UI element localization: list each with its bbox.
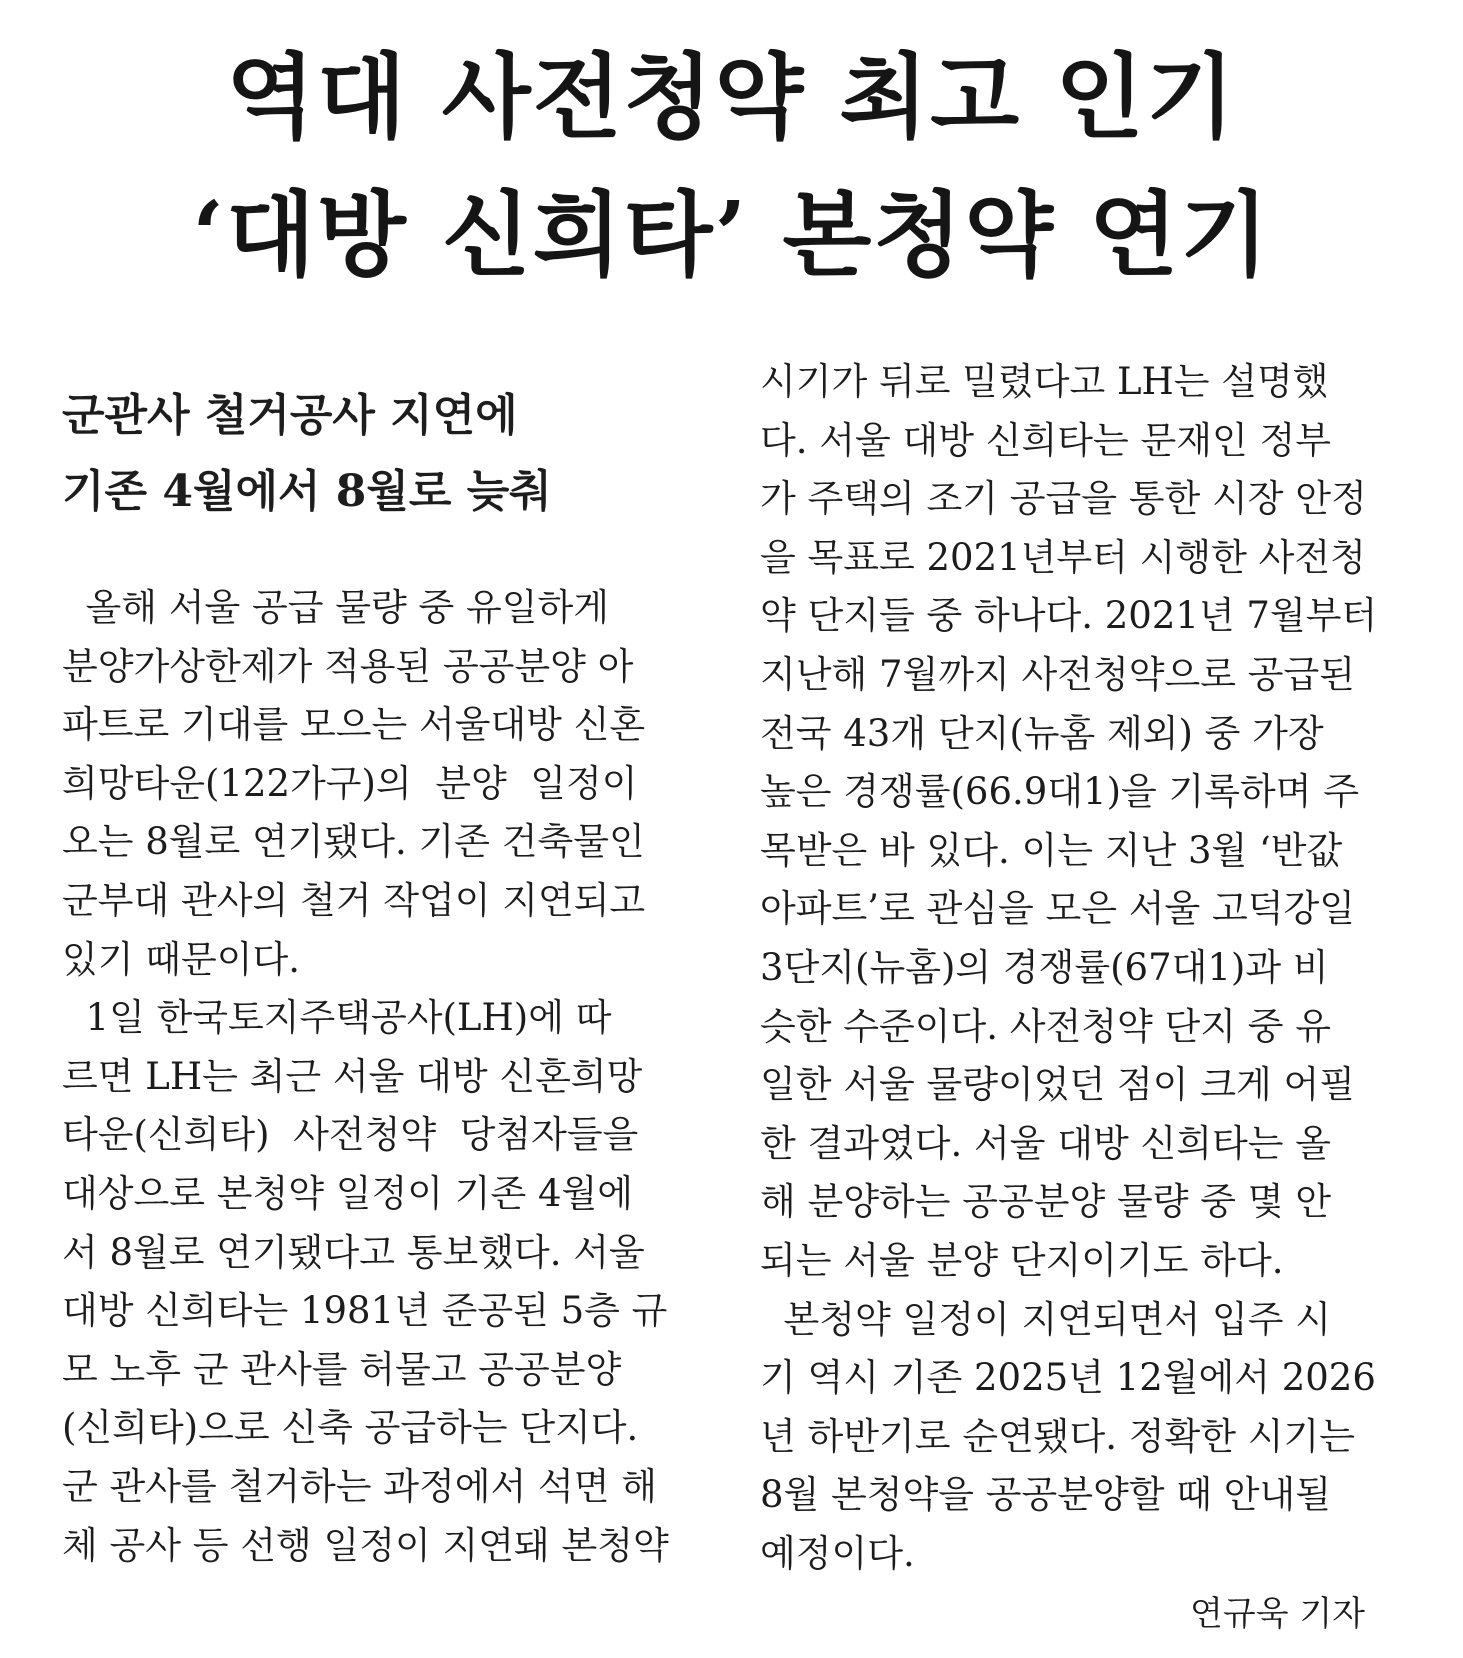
subheadline-line-1: 군관사 철거공사 지연에 xyxy=(62,390,518,441)
body-line: 올해 서울 공급 물량 중 유일하게 xyxy=(62,586,609,629)
body-line: 해 분양하는 공공분양 물량 중 몇 안 xyxy=(760,1180,1331,1224)
body-line: 한 결과였다. 서울 대방 신희타는 올 xyxy=(760,1121,1331,1165)
body-line: 분양가상한제가 적용된 공공분양 아 xyxy=(62,644,634,688)
body-line: 오는 8월로 연기됐다. 기존 건축물인 xyxy=(62,820,645,864)
body-line: 지난해 7월까지 사전청약으로 공급된 xyxy=(760,653,1355,696)
body-line: 높은 경쟁률(66.9대1)을 기록하며 주 xyxy=(760,770,1359,814)
body-line: 다. 서울 대방 신희타는 문재인 정부 xyxy=(760,418,1331,462)
body-line: 1일 한국토지주택공사(LH)에 따 xyxy=(62,996,612,1040)
body-line: (신희타)으로 신축 공급하는 단지다. xyxy=(62,1406,639,1450)
body-line: 모 노후 군 관사를 허물고 공공분양 xyxy=(62,1347,622,1391)
body-line: 년 하반기로 순연됐다. 정확한 시기는 xyxy=(760,1414,1355,1458)
body-line: 목받은 바 있다. 이는 지난 3월 ‘반값 xyxy=(760,828,1343,872)
body-line: 파트로 기대를 모으는 서울대방 신혼 xyxy=(62,703,646,747)
headline xyxy=(0,28,1463,304)
body-line: 전국 43개 단지(뉴홈 제외) 중 가장 xyxy=(760,711,1324,755)
headline-line-1: 역대 사전청약 최고 인기 xyxy=(226,43,1237,151)
body-line: 시기가 뒤로 밀렸다고 LH는 설명했 xyxy=(760,360,1329,403)
body-line: 본청약 일정이 지연되면서 입주 시 xyxy=(760,1297,1331,1341)
headline-line-2: ‘대방 신희타’ 본청약 연기 xyxy=(192,181,1271,289)
body-line: 군 관사를 철거하는 과정에서 석면 해 xyxy=(62,1465,657,1508)
body-line: 기 역시 기존 2025년 12월에서 2026 xyxy=(760,1356,1376,1400)
body-line: 예정이다. xyxy=(760,1532,915,1575)
byline: 연규욱 기자 xyxy=(1190,1594,1366,1634)
body-line: 일한 서울 물량이었던 점이 크게 어필 xyxy=(760,1063,1355,1107)
body-line: 가 주택의 조기 공급을 통한 시장 안정 xyxy=(760,477,1367,521)
body-line: 있기 때문이다. xyxy=(62,937,300,981)
body-line: 대상으로 본청약 일정이 기존 4월에 xyxy=(62,1172,633,1215)
subheadline xyxy=(62,378,702,530)
body-line: 체 공사 등 선행 일정이 지연돼 본청약 xyxy=(62,1523,669,1567)
body-line: 8월 본청약을 공공분양할 때 안내될 xyxy=(760,1473,1331,1517)
body-line: 르면 LH는 최근 서울 대방 신혼희망 xyxy=(62,1054,643,1098)
body-line: 슷한 수준이다. 사전청약 단지 중 유 xyxy=(760,1004,1331,1048)
body-line: 되는 서울 분양 단지이기도 하다. xyxy=(760,1239,1284,1282)
body-line: 을 목표로 2021년부터 시행한 사전청 xyxy=(760,535,1366,579)
body-line: 희망타운(122가구)의 분양 일정이 xyxy=(62,761,638,805)
body-line: 타운(신희타) 사전청약 당첨자들을 xyxy=(62,1113,639,1157)
body-line: 군부대 관사의 철거 작업이 지연되고 xyxy=(62,879,646,922)
subheadline-line-2: 기존 4월에서 8월로 늦춰 xyxy=(62,466,552,517)
body-line: 3단지(뉴홈)의 경쟁률(67대1)과 비 xyxy=(760,946,1329,989)
body-line: 대방 신희타는 1981년 준공된 5층 규 xyxy=(62,1289,668,1333)
body-line: 아파트’로 관심을 모은 서울 고덕강일 xyxy=(760,887,1355,931)
body-line: 서 8월로 연기됐다고 통보했다. 서울 xyxy=(62,1230,645,1274)
body-line: 약 단지들 중 하나다. 2021년 7월부터 xyxy=(760,594,1378,638)
